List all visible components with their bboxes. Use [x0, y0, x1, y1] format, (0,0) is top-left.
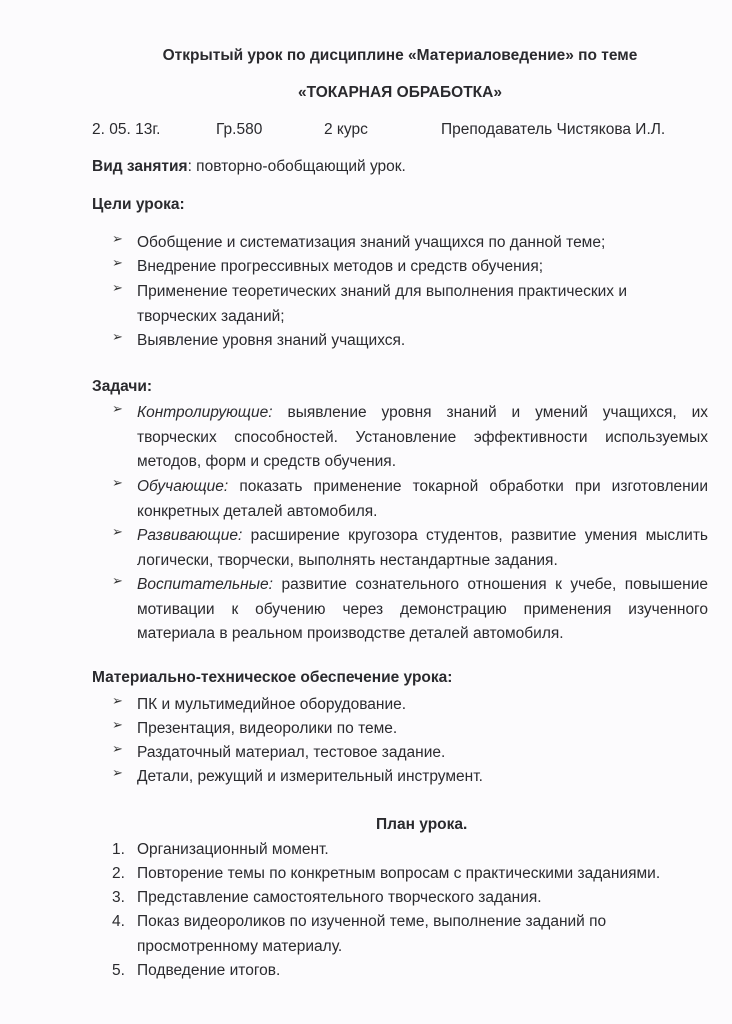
lesson-date: 2. 05. 13г. — [92, 121, 161, 138]
plan-item-text: Повторение темы по конкретным вопросам с практическими заданиями. — [137, 865, 661, 882]
document-title: Открытый урок по дисциплине «Материаловедение» по теме — [162, 47, 638, 64]
equipment-heading: Материально-техническое обеспечение урока: — [92, 669, 453, 686]
plan-item-number: 1. — [112, 841, 125, 858]
task-text: Воспитательные: развитие сознательного отношения к учебе, повышение мотивации к обучению через демонстрацию применения изученного материала в реальном производстве деталей автомобиля. — [137, 576, 708, 642]
goal-text: Внедрение прогрессивных методов и средств обучения; — [137, 258, 544, 275]
task-text: Развивающие: расширение кругозора студентов, развитие умения мыслить логически, творчески, выполнять нестандартные задания. — [137, 527, 708, 569]
task-text: Обучающие: показать применение токарной обработки при изготовлении конкретных деталей автомобиля. — [137, 478, 708, 520]
plan-item-number: 3. — [112, 889, 125, 906]
lesson-type-label: Вид занятия — [92, 158, 188, 175]
arrow-bullet-icon: ➢ — [112, 401, 123, 416]
task-label: Контролирующие: — [137, 404, 273, 421]
arrow-bullet-icon: ➢ — [112, 717, 123, 732]
plan-item-text: Показ видеороликов по изученной теме, выполнение заданий по просмотренному материалу. — [137, 913, 607, 955]
arrow-bullet-icon: ➢ — [112, 741, 123, 756]
goal-text: Применение теоретических знаний для выполнения практических и творческих заданий; — [137, 283, 628, 325]
arrow-bullet-icon: ➢ — [112, 524, 123, 539]
equipment-text: Презентация, видеоролики по теме. — [137, 720, 398, 737]
arrow-bullet-icon: ➢ — [112, 693, 123, 708]
lesson-type — [92, 158, 406, 176]
plan-item-number: 2. — [112, 865, 125, 882]
lesson-type-value: : повторно-обобщающий урок. — [187, 158, 406, 175]
tasks-heading: Задачи: — [92, 378, 153, 395]
arrow-bullet-icon: ➢ — [112, 280, 123, 295]
lesson-meta — [92, 121, 708, 141]
arrow-bullet-icon: ➢ — [112, 329, 123, 344]
plan-item-text: Представление самостоятельного творческого задания. — [137, 889, 542, 906]
plan-item-text: Подведение итогов. — [137, 962, 281, 979]
lesson-group: Гр.580 — [216, 121, 263, 138]
arrow-bullet-icon: ➢ — [112, 573, 123, 588]
equipment-text: Раздаточный материал, тестовое задание. — [137, 744, 446, 761]
plan-item-text: Организационный момент. — [137, 841, 329, 858]
task-label: Развивающие: — [137, 527, 243, 544]
arrow-bullet-icon: ➢ — [112, 765, 123, 780]
goals-heading: Цели урока: — [92, 196, 185, 213]
lesson-topic: «ТОКАРНАЯ ОБРАБОТКА» — [298, 84, 502, 101]
lesson-teacher: Преподаватель Чистякова И.Л. — [441, 121, 666, 138]
equipment-text: ПК и мультимедийное оборудование. — [137, 696, 407, 713]
goal-text: Выявление уровня знаний учащихся. — [137, 332, 406, 349]
task-text: Контролирующие: выявление уровня знаний и умений учащихся, их творческих способностей. Установление эффективности используемых методов, форм и средств обучения. — [137, 404, 708, 470]
plan-item-number: 4. — [112, 913, 125, 930]
equipment-text: Детали, режущий и измерительный инструмент. — [137, 768, 483, 785]
task-label: Воспитательные: — [137, 576, 273, 593]
goal-text: Обобщение и систематизация знаний учащихся по данной теме; — [137, 234, 606, 251]
arrow-bullet-icon: ➢ — [112, 255, 123, 270]
plan-heading: План урока. — [376, 816, 468, 833]
lesson-course: 2 курс — [324, 121, 368, 138]
arrow-bullet-icon: ➢ — [112, 231, 123, 246]
plan-item-number: 5. — [112, 962, 125, 979]
task-label: Обучающие: — [137, 478, 229, 495]
arrow-bullet-icon: ➢ — [112, 475, 123, 490]
